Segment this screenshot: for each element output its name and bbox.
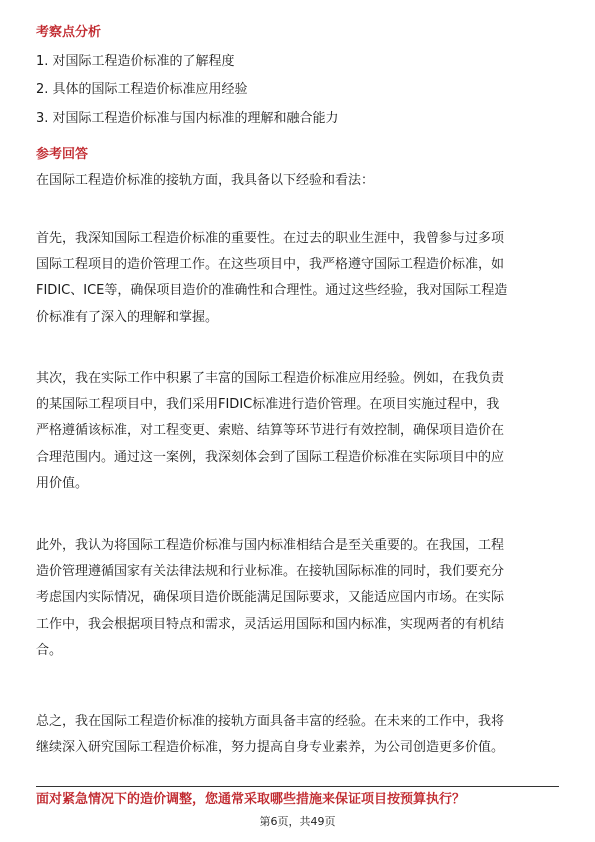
analysis-point-3: 3. 对国际工程造价标准与国内标准的理解和融合能力 xyxy=(36,111,339,126)
paragraph-line: 合理范围内。通过这一案例，我深刻体会到了国际工程造价标准在实际项目中的应 xyxy=(36,449,505,465)
paragraph-line: 国际工程项目的造价管理工作。在这些项目中，我严格遵守国际工程造价标准，如 xyxy=(36,257,505,273)
paragraph-line: 考虑国内实际情况，确保项目造价既能满足国际要求，又能适应国内市场。在实际 xyxy=(36,590,505,606)
paragraph-line: 继续深入研究国际工程造价标准，努力提高自身专业素养，为公司创造更多价值。 xyxy=(36,740,505,756)
analysis-point-2: 2. 具体的国际工程造价标准应用经验 xyxy=(36,82,248,97)
paragraph-line: 价标准有了深入的理解和掌握。 xyxy=(36,309,219,325)
next-question: 面对紧急情况下的造价调整，您通常采取哪些措施来保证项目按预算执行？ xyxy=(36,792,466,807)
analysis-heading: 考察点分析 xyxy=(36,25,102,40)
answer-paragraph-4 xyxy=(36,709,561,761)
paragraph-line: 工作中，我会根据项目特点和需求，灵活运用国际和国内标准，实现两者的有机结 xyxy=(36,616,505,632)
answer-paragraph-1 xyxy=(36,226,561,331)
page-number: 第6页，共49页 xyxy=(259,815,336,828)
paragraph-line: 总之，我在国际工程造价标准的接轨方面具备丰富的经验。在未来的工作中，我将 xyxy=(36,714,505,729)
analysis-point-1: 1. 对国际工程造价标准的了解程度 xyxy=(36,54,235,69)
paragraph-line: 此外，我认为将国际工程造价标准与国内标准相结合是至关重要的。在我国，工程 xyxy=(36,538,505,553)
paragraph-line: 造价管理遵循国家有关法律法规和行业标准。在接轨国际标准的同时，我们要充分 xyxy=(36,564,505,580)
paragraph-line: 首先，我深知国际工程造价标准的重要性。在过去的职业生涯中，我曾参与过多项 xyxy=(36,231,505,246)
paragraph-line: 严格遵循该标准，对工程变更、索赔、结算等环节进行有效控制，确保项目造价在 xyxy=(36,423,505,439)
answer-paragraph-3 xyxy=(36,533,561,664)
section-divider xyxy=(36,786,559,787)
paragraph-line: 其次，我在实际工作中积累了丰富的国际工程造价标准应用经验。例如，在我负责 xyxy=(36,371,505,386)
paragraph-line: 用价值。 xyxy=(36,475,89,491)
paragraph-line: 的某国际工程项目中，我们采用FIDIC标准进行造价管理。在项目实施过程中，我 xyxy=(36,397,500,413)
paragraph-line: FIDIC、ICE等，确保项目造价的准确性和合理性。通过这些经验，我对国际工程造 xyxy=(36,283,508,299)
answer-heading: 参考回答 xyxy=(36,147,89,162)
paragraph-line: 合。 xyxy=(36,642,63,658)
answer-intro: 在国际工程造价标准的接轨方面，我具备以下经验和看法： xyxy=(36,173,375,188)
answer-paragraph-2 xyxy=(36,366,561,497)
